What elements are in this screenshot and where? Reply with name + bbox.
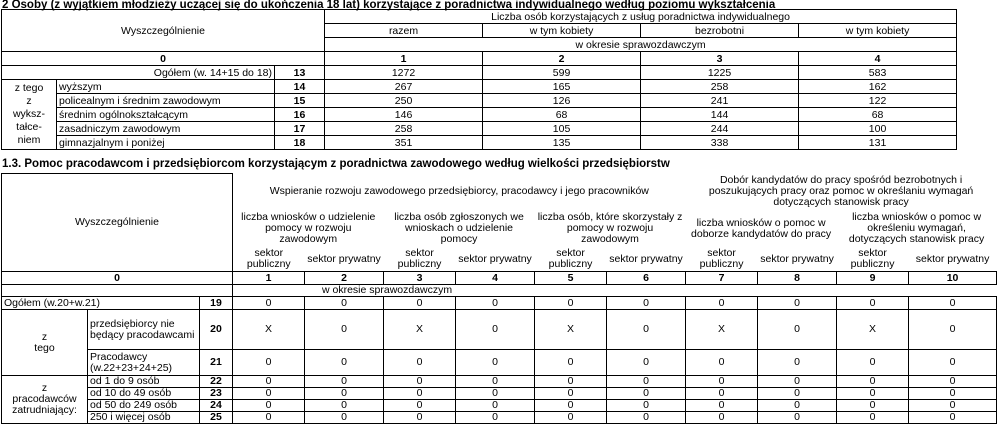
cell-value: 0 xyxy=(233,412,305,424)
col-number: 6 xyxy=(607,272,686,285)
cell-value: 0 xyxy=(535,376,607,388)
row-number: 13 xyxy=(275,66,325,80)
row-label: gimnazjalnym i poniżej xyxy=(57,136,275,150)
cell-value: 583 xyxy=(799,66,957,80)
cell-value: 0 xyxy=(305,376,384,388)
cell-value: 68 xyxy=(799,108,957,122)
section2-title: 1.3. Pomoc pracodawcom i przedsiębiorcom korzystającym z poradnictwa zawodowego według wielkości przedsiębiorstw xyxy=(2,158,670,170)
cell-value: 0 xyxy=(758,400,837,412)
side-label-z-tego: z tego z wyksz- tałce- niem xyxy=(2,80,57,150)
col-number: 8 xyxy=(758,272,837,285)
side-label-pracodawcow: z pracodawców zatrudniający: xyxy=(2,376,88,424)
row-number: 24 xyxy=(200,400,233,412)
cell-value: 0 xyxy=(233,388,305,400)
row-label: zasadniczym zawodowym xyxy=(57,122,275,136)
row-number: 16 xyxy=(275,108,325,122)
cell-value: 0 xyxy=(456,412,535,424)
row-number: 19 xyxy=(200,297,233,310)
cell-value: 0 xyxy=(456,376,535,388)
header-sub: liczba osób, które skorzystały z pomocy w rozwoju zawodowym xyxy=(537,211,683,245)
row-number: 22 xyxy=(200,376,233,388)
cell-value: 0 xyxy=(758,412,837,424)
cell-value: 258 xyxy=(325,122,483,136)
cell-value: 0 xyxy=(758,376,837,388)
cell-value: 244 xyxy=(641,122,799,136)
cell-value: 0 xyxy=(384,376,456,388)
cell-value: 0 xyxy=(607,412,686,424)
col-number: 10 xyxy=(909,272,997,285)
cell-value: 0 xyxy=(607,350,686,376)
cell-value: X xyxy=(535,310,607,350)
cell-value: 126 xyxy=(483,94,641,108)
col-number: 0 xyxy=(2,52,325,66)
cell-value: 68 xyxy=(483,108,641,122)
cell-value: 105 xyxy=(483,122,641,136)
row-label: od 50 do 249 osób xyxy=(88,400,200,412)
col-number: 3 xyxy=(384,272,456,285)
row-label: od 1 do 9 osób xyxy=(88,376,200,388)
cell-value: 0 xyxy=(305,310,384,350)
cell-value: 0 xyxy=(607,297,686,310)
cell-value: 241 xyxy=(641,94,799,108)
cell-value: 0 xyxy=(535,388,607,400)
cell-value: 0 xyxy=(456,350,535,376)
col-number: 4 xyxy=(799,52,957,66)
cell-value: 122 xyxy=(799,94,957,108)
header-group-support: Wspieranie rozwoju zawodowego przedsiębiorcy, pracodawcy i jego pracowników xyxy=(269,185,649,197)
header-wyszczegolnienie: Wyszczególnienie xyxy=(2,174,233,272)
cell-value: 0 xyxy=(305,412,384,424)
row-number: 14 xyxy=(275,80,325,94)
cell-value: 0 xyxy=(456,310,535,350)
header-sector-public: sektor publiczny xyxy=(397,247,442,271)
cell-value: 0 xyxy=(837,376,909,388)
table-employer-assistance xyxy=(1,173,997,424)
cell-value: 0 xyxy=(909,400,997,412)
cell-value: 0 xyxy=(909,412,997,424)
cell-value: 0 xyxy=(384,297,456,310)
cell-value: 1272 xyxy=(325,66,483,80)
row-number: 25 xyxy=(200,412,233,424)
row-label: wyższym xyxy=(57,80,275,94)
row-number: 17 xyxy=(275,122,325,136)
header-sub: liczba wniosków o pomoc w doborze kandydatów do pracy xyxy=(691,216,832,240)
cell-value: 0 xyxy=(686,400,758,412)
cell-value: 0 xyxy=(758,310,837,350)
cell-value: X xyxy=(384,310,456,350)
cell-value: 0 xyxy=(305,400,384,412)
cell-value: 0 xyxy=(837,297,909,310)
cell-value: 100 xyxy=(799,122,957,136)
cell-value: X xyxy=(837,310,909,350)
cell-value: 0 xyxy=(837,412,909,424)
header-group-matching: Dobór kandydatów do pracy spośród bezrobotnych i poszukujących pracy oraz pomoc w określaniu wymagań dotyczących stanowisk pracy xyxy=(708,174,974,208)
col-number: 2 xyxy=(483,52,641,66)
cell-value: 0 xyxy=(909,388,997,400)
row-label: średnim ogólnokształcącym xyxy=(57,108,275,122)
cell-value: 0 xyxy=(305,388,384,400)
cell-value: 0 xyxy=(305,350,384,376)
cell-value: 0 xyxy=(607,400,686,412)
row-label: 250 i więcej osób xyxy=(88,412,200,424)
col-number: 4 xyxy=(456,272,535,285)
cell-value: 0 xyxy=(384,388,456,400)
cell-value: 0 xyxy=(384,350,456,376)
cell-value: 0 xyxy=(686,412,758,424)
cell-value: 258 xyxy=(641,80,799,94)
row-number: 15 xyxy=(275,94,325,108)
cell-value: 0 xyxy=(233,376,305,388)
col-number: 0 xyxy=(2,272,233,285)
header-sector-public: sektor publiczny xyxy=(699,247,744,271)
cell-value: 0 xyxy=(607,376,686,388)
col-number: 5 xyxy=(535,272,607,285)
cell-value: 0 xyxy=(758,350,837,376)
cell-value: X xyxy=(233,310,305,350)
header-wyszczegolnienie: Wyszczególnienie xyxy=(2,10,325,52)
cell-value: 338 xyxy=(641,136,799,150)
cell-value: 135 xyxy=(483,136,641,150)
cell-value: 0 xyxy=(607,388,686,400)
cell-value: 165 xyxy=(483,80,641,94)
cell-value: 162 xyxy=(799,80,957,94)
section1-title: 2 Osoby (z wyjątkiem młodzieży uczącej się do ukończenia 18 lat) korzystające z poradnictwa indywidualnego według poziomu wykształcenia xyxy=(2,0,776,11)
cell-value: 0 xyxy=(758,388,837,400)
cell-value: 0 xyxy=(535,400,607,412)
cell-value: 1225 xyxy=(641,66,799,80)
cell-value: 0 xyxy=(456,297,535,310)
col-number: 2 xyxy=(305,272,384,285)
cell-value: 0 xyxy=(909,297,997,310)
header-sector-private: sektor prywatny xyxy=(760,252,834,265)
cell-value: 0 xyxy=(837,400,909,412)
row-label: Pracodawcy (w.22+23+24+25) xyxy=(88,350,200,376)
cell-value: 0 xyxy=(456,388,535,400)
cell-value: 144 xyxy=(641,108,799,122)
cell-value: 0 xyxy=(909,350,997,376)
header-razem: razem xyxy=(325,24,483,38)
col-number: 9 xyxy=(837,272,909,285)
header-kobiety: w tym kobiety xyxy=(799,24,957,38)
cell-value: 0 xyxy=(233,297,305,310)
header-sub: liczba wniosków o pomoc w określeniu wymagań, dotyczących stanowisk pracy xyxy=(848,211,985,245)
col-number: 7 xyxy=(686,272,758,285)
row-label: przedsiębiorcy nie będący pracodawcami xyxy=(88,310,200,350)
row-number: 23 xyxy=(200,388,233,400)
row-label-total: Ogółem (w.20+w.21) xyxy=(2,297,200,310)
cell-value: 0 xyxy=(384,412,456,424)
cell-value: 0 xyxy=(535,412,607,424)
header-sector-private: sektor prywatny xyxy=(609,252,683,265)
cell-value: 0 xyxy=(384,400,456,412)
header-sector-public: sektor publiczny xyxy=(548,247,593,271)
col-number: 3 xyxy=(641,52,799,66)
row-label: od 10 do 49 osób xyxy=(88,388,200,400)
cell-value: 0 xyxy=(909,376,997,388)
header-sector-private: sektor prywatny xyxy=(915,252,990,265)
cell-value: 0 xyxy=(758,297,837,310)
header-sub: liczba wniosków o udzielenie pomocy w rozwoju zawodowym xyxy=(241,211,376,245)
cell-value: 0 xyxy=(909,310,997,350)
row-number: 20 xyxy=(200,310,233,350)
cell-value: 599 xyxy=(483,66,641,80)
cell-value: 0 xyxy=(233,400,305,412)
header-sector-public: sektor publiczny xyxy=(850,247,895,271)
cell-value: 0 xyxy=(535,350,607,376)
table-counseling-by-education xyxy=(1,9,957,150)
header-bezrobotni: bezrobotni xyxy=(641,24,799,38)
cell-value: 0 xyxy=(837,350,909,376)
cell-value: X xyxy=(686,310,758,350)
cell-value: 0 xyxy=(686,388,758,400)
header-period: w okresie sprawozdawczym xyxy=(325,38,957,52)
row-number: 18 xyxy=(275,136,325,150)
cell-value: 250 xyxy=(325,94,483,108)
header-sector-private: sektor prywatny xyxy=(307,252,381,265)
header-period: w okresie sprawozdawczym xyxy=(2,285,233,297)
col-number: 1 xyxy=(233,272,305,285)
header-sector-public: sektor publiczny xyxy=(246,247,291,271)
cell-value: 267 xyxy=(325,80,483,94)
row-label: policealnym i średnim zawodowym xyxy=(57,94,275,108)
row-label-total: Ogółem (w. 14+15 do 18) xyxy=(2,66,275,80)
cell-value: 351 xyxy=(325,136,483,150)
cell-value: 0 xyxy=(607,310,686,350)
col-number: 1 xyxy=(325,52,483,66)
header-sector-private: sektor prywatny xyxy=(458,252,532,265)
header-sub: liczba osób zgłoszonych we wnioskach o udzielenie pomocy xyxy=(394,211,524,245)
cell-value: 0 xyxy=(686,376,758,388)
cell-value: 131 xyxy=(799,136,957,150)
cell-value: 0 xyxy=(686,297,758,310)
cell-value: 0 xyxy=(456,400,535,412)
row-number: 21 xyxy=(200,350,233,376)
header-kobiety: w tym kobiety xyxy=(483,24,641,38)
cell-value: 0 xyxy=(686,350,758,376)
cell-value: 0 xyxy=(535,297,607,310)
cell-value: 0 xyxy=(305,297,384,310)
cell-value: 146 xyxy=(325,108,483,122)
cell-value: 0 xyxy=(837,388,909,400)
header-group: Liczba osób korzystających z usług poradnictwa indywidualnego xyxy=(325,10,957,24)
cell-value: 0 xyxy=(233,350,305,376)
side-label-z-tego: z tego xyxy=(2,310,88,376)
